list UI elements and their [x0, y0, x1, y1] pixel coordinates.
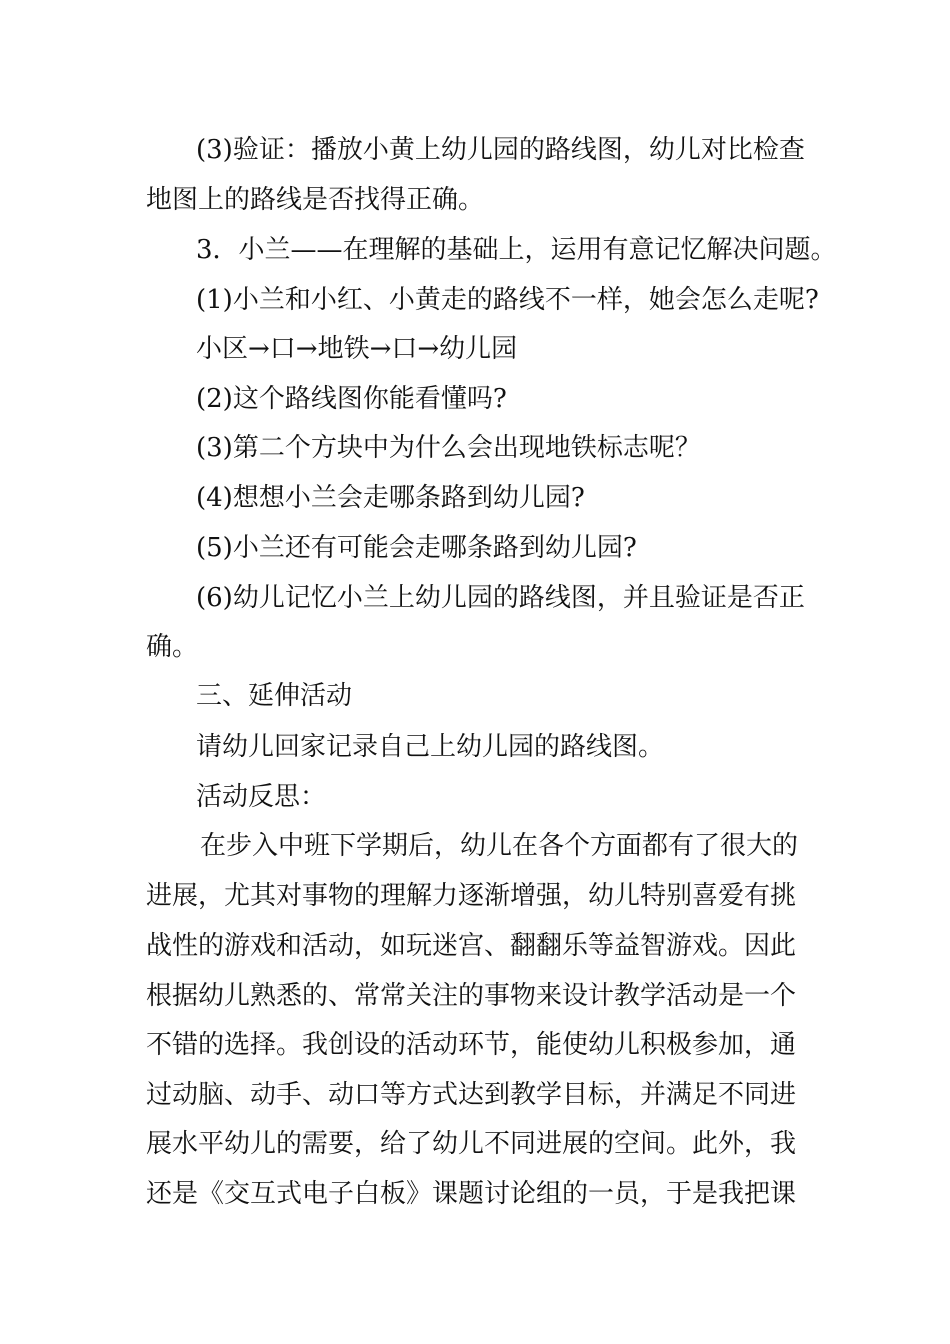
text-line: 还是《交互式电子白板》课题讨论组的一员，于是我把课: [146, 1179, 797, 1209]
text-line: 过动脑、动手、动口等方式达到教学目标，并满足不同进: [146, 1080, 797, 1110]
text-line: 展水平幼儿的需要，给了幼儿不同进展的空间。此外，我: [146, 1129, 797, 1159]
section-heading: 三、延伸活动: [196, 681, 353, 711]
text-line: 战性的游戏和活动，如玩迷宫、翻翻乐等益智游戏。因此: [146, 931, 797, 961]
text-line: (4)想想小兰会走哪条路到幼儿园?: [196, 483, 585, 513]
text-line: 请幼儿回家记录自己上幼儿园的路线图。: [196, 732, 665, 762]
text-line: (1)小兰和小红、小黄走的路线不一样，她会怎么走呢?: [196, 285, 819, 315]
text-line: (3)验证：播放小黄上幼儿园的路线图，幼儿对比检查: [196, 135, 805, 165]
text-line: 不错的选择。我创设的活动环节，能使幼儿积极参加，通: [146, 1030, 797, 1060]
section-heading: 活动反思：: [196, 782, 327, 812]
text-line: 地图上的路线是否找得正确。: [146, 185, 485, 215]
text-line: (5)小兰还有可能会走哪条路到幼儿园?: [196, 533, 637, 563]
text-line: (3)第二个方块中为什么会出现地铁标志呢？: [196, 433, 701, 463]
text-line: 在步入中班下学期后，幼儿在各个方面都有了很大的: [200, 831, 799, 861]
text-line: 确。: [146, 632, 199, 662]
text-line: 进展，尤其对事物的理解力逐渐增强，幼儿特别喜爱有挑: [146, 881, 797, 911]
text-line: 根据幼儿熟悉的、常常关注的事物来设计教学活动是一个: [146, 981, 797, 1011]
text-line: (2)这个路线图你能看懂吗?: [196, 384, 507, 414]
text-line: (6)幼儿记忆小兰上幼儿园的路线图，并且验证是否正: [196, 583, 805, 613]
text-line: 3．小兰——在理解的基础上，运用有意记忆解决问题。: [196, 235, 837, 265]
text-line: 小区→口→地铁→口→幼儿园: [196, 334, 518, 364]
